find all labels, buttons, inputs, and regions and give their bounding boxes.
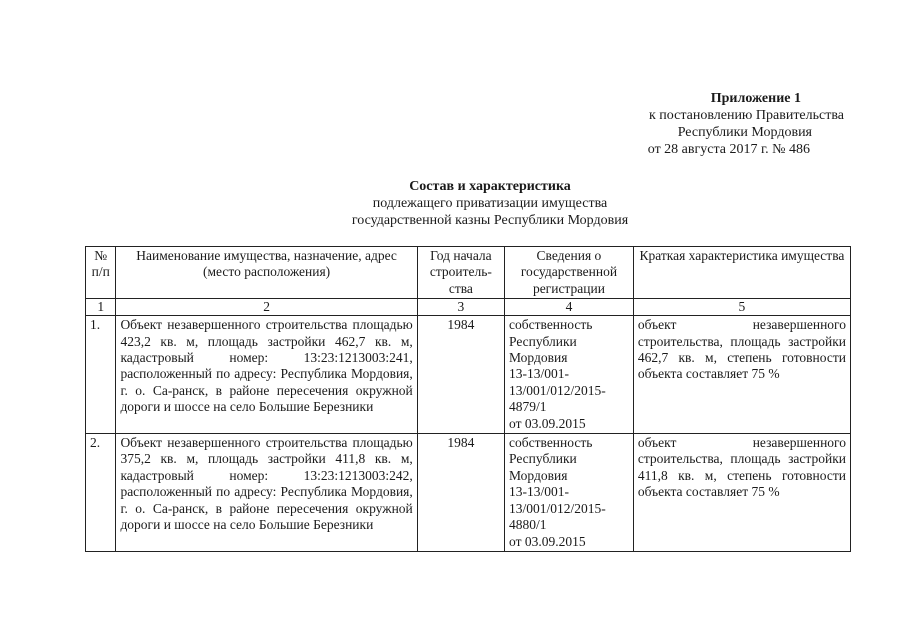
header-name: Наименование имущества, назначение, адрес (место расположения) [116, 247, 417, 299]
header-number: № п/п [86, 247, 116, 299]
table-row [86, 316, 851, 434]
property-description: объект незавершенного строительства, площадь застройки 462,7 кв. м, степень готовности объекта составляет 75 % [633, 316, 850, 434]
column-number-row [86, 299, 851, 316]
appendix-title: Приложение 1 [710, 91, 801, 106]
registration-line: 13-13/001- [509, 366, 570, 382]
appendix-line-1: к постановлению Правительства [648, 108, 844, 123]
row-number: 1. [86, 316, 116, 434]
registration-line: 13/001/012/2015- [509, 382, 606, 398]
registration-line: 4880/1 [509, 517, 547, 533]
registration-line: собственность [509, 435, 593, 451]
registration-line: 13/001/012/2015- [509, 500, 606, 516]
property-name: Объект незавершенного строительства площадью 423,2 кв. м, площадь застройки 462,7 кв. м, кадастровый номер: 13:23:1213003:241, расположенный по адресу: Республика Мордовия, г. о. Са-ранск, в районе пересечения окружной дороги и шоссе на село Большие Березники [116, 316, 417, 434]
table-header-row [86, 247, 851, 299]
appendix-line-3: от 28 августа 2017 г. № 486 [647, 142, 810, 157]
appendix-block [560, 90, 845, 158]
column-number: 3 [417, 299, 504, 316]
row-number: 2. [86, 434, 116, 552]
property-table [85, 246, 851, 552]
registration-line: Республики [509, 451, 577, 467]
construction-year: 1984 [417, 434, 504, 552]
heading-line-2: подлежащего приватизации имущества [372, 196, 608, 211]
registration-line: Мордовия [509, 350, 568, 366]
header-registration: Сведения о государственной регистрации [505, 247, 634, 299]
registration-info [505, 434, 634, 552]
registration-line: от 03.09.2015 [509, 533, 586, 549]
registration-line: от 03.09.2015 [509, 415, 586, 431]
construction-year: 1984 [417, 316, 504, 434]
column-number: 4 [505, 299, 634, 316]
heading-line-3: государственной казны Республики Мордовия [351, 213, 629, 228]
registration-line: собственность [509, 317, 593, 333]
registration-line: 4879/1 [509, 399, 547, 415]
registration-line: Мордовия [509, 467, 568, 483]
header-year: Год начала строитель-ства [417, 247, 504, 299]
appendix-line-2: Республики Мордовия [677, 125, 812, 140]
column-number: 2 [116, 299, 417, 316]
column-number: 1 [86, 299, 116, 316]
document-heading [285, 178, 695, 229]
table-row [86, 434, 851, 552]
column-number: 5 [633, 299, 850, 316]
registration-line: Республики [509, 333, 577, 349]
property-description: объект незавершенного строительства, площадь застройки 411,8 кв. м, степень готовности объекта составляет 75 % [633, 434, 850, 552]
heading-title: Состав и характеристика [409, 179, 571, 194]
registration-line: 13-13/001- [509, 484, 570, 500]
header-description: Краткая характеристика имущества [633, 247, 850, 299]
registration-info [505, 316, 634, 434]
property-name: Объект незавершенного строительства площадью 375,2 кв. м, площадь застройки 411,8 кв. м, кадастровый номер: 13:23:1213003:242, расположенный по адресу: Республика Мордовия, г. о. Са-ранск, в районе пересечения окружной дороги и шоссе на село Большие Березники [116, 434, 417, 552]
